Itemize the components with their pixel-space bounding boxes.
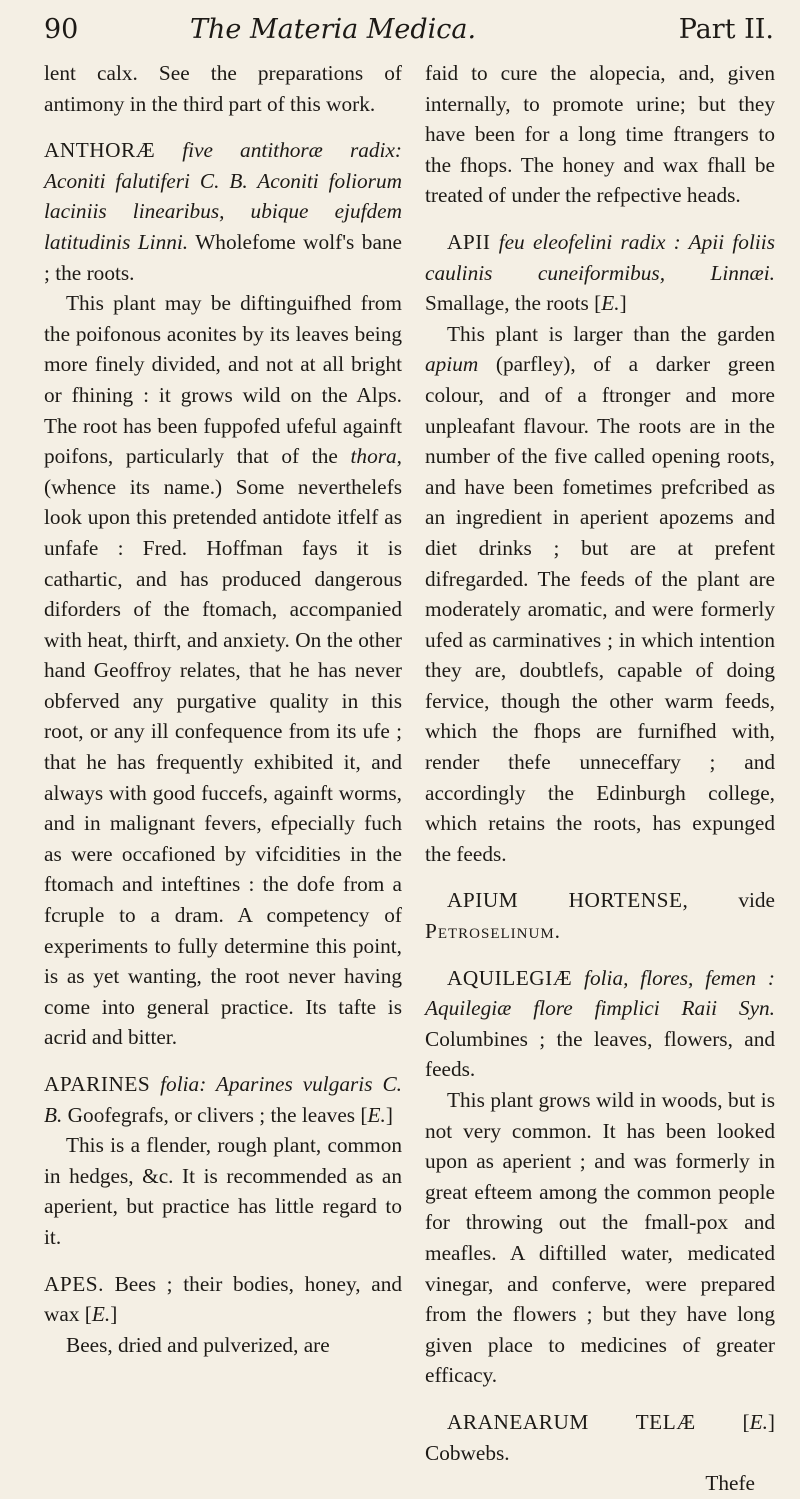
entry-paragraph: APIUM HORTENSE, vide Petroselinum.: [425, 888, 775, 944]
page-number: 90: [44, 14, 79, 45]
entry-paragraph: APES. Bees ; their bodies, honey, and wax [E.]: [44, 1271, 402, 1327]
running-header: [0, 10, 800, 56]
body-paragraph: Bees, dried and pulverized, are: [66, 1332, 330, 1357]
catchword: Thefe: [705, 1471, 755, 1496]
body-paragraph: This plant grows wild in woods, but is not very common. It has been looked upon as aperient ; and was formerly in great efteem among the common people for throwing out the fmall-pox and meafles. A diftilled water, medicated vinegar, and conferve, were prepared from the flowers ; but they have long given place to medicines of greater efficacy.: [425, 1088, 775, 1388]
body-paragraph: This plant is larger than the garden apium (parfley), of a darker green colour, and of a ftronger and more unpleafant flavour. The roots are in the number of the five called opening roots, and have been fometimes prefcribed as an ingredient in aperient apozems and diet drinks ; but are at prefent difregarded. The feeds of the plant are moderately aromatic, and were formerly ufed as carminatives ; in which intention they are, doubtlefs, capable of doing fervice, though the other warm feeds, which the fhops are furnifhed with, render thefe unneceffary ; and accordingly the Edinburgh college, which retains the roots, has expunged the feeds.: [425, 321, 775, 866]
body-paragraph: lent calx. See the preparations of antimony in the third part of this work.: [44, 61, 402, 116]
entry-paragraph: APARINES folia: Aparines vulgaris C. B. Goofegrafs, or clivers ; the leaves [E.]: [44, 1072, 402, 1127]
body-paragraph: faid to cure the alopecia, and, given internally, to promote urine; but they have been for a long time ftrangers to the fhops. The honey and wax fhall be treated of under the refpective heads.: [425, 61, 775, 208]
part-label: Part II.: [678, 14, 774, 45]
body-paragraph: This is a flender, rough plant, common in hedges, &c. It is recommended as an aperient, but practice has little regard to it.: [44, 1133, 402, 1249]
entry-paragraph: ARANEARUM TELÆ [E.] Cobwebs.: [425, 1409, 775, 1465]
entry-paragraph: APII feu eleofelini radix : Apii foliis caulinis cuneiformibus, Linnæi. Smallage, the roots [E.]: [425, 229, 775, 316]
left-column: [44, 58, 402, 1360]
running-title: The Materia Medica.: [190, 14, 477, 45]
right-column: [425, 58, 775, 1499]
body-paragraph: This plant may be diftinguifhed from the poifonous aconites by its leaves being more finely divided, and not at all bright or fhining : it grows wild on the Alps. The root has been fuppofed ufeful againft poifons, particularly that of the thora, (whence its name.) Some neverthelefs look upon this pretended antidote itfelf as unfafe : Fred. Hoffman fays it is cathartic, and has produced dangerous diforders of the ftomach, accompanied with heat, thirft, and anxiety. On the other hand Geoffroy relates, that he has never obferved any purgative quality in this root, or any ill confequence from its ufe ; that he has frequently exhibited it, and always with good fuccefs, againft worms, and in malignant fevers, efpecially fuch as were occafioned by vifcidities in the ftomach and inteftines : the dofe from a fcruple to a dram. A competency of experiments to fully determine this point, is as yet wanting, the root never having come into general practice. Its tafte is acrid and bitter.: [44, 291, 402, 1050]
entry-paragraph: ANTHORÆ five antithoræ radix: Aconiti falutiferi C. B. Aconiti foliorum laciniis linearibus, ubique ejufdem latitudinis Linni. Wholefome wolf's bane ; the roots.: [44, 138, 403, 285]
entry-paragraph: AQUILEGIÆ folia, flores, femen : Aquilegiæ flore fimplici Raii Syn. Columbines ; the leaves, flowers, and feeds.: [425, 965, 775, 1082]
